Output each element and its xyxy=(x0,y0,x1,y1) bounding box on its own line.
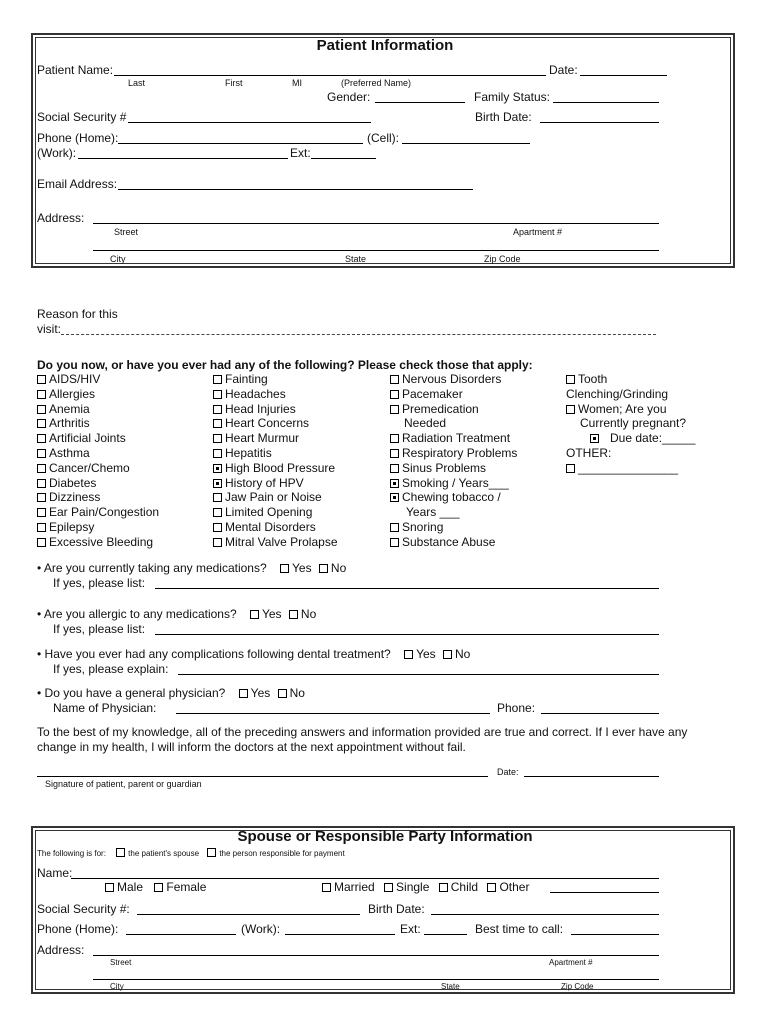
checkbox[interactable] xyxy=(390,434,399,443)
condition-item[interactable]: Ear Pain/Congestion xyxy=(37,505,159,520)
spouse-birth-field[interactable] xyxy=(431,914,659,915)
checkbox[interactable] xyxy=(213,464,222,473)
complications-question: • Have you ever had any complications following dental treatment? Yes No xyxy=(37,647,471,661)
checkbox[interactable] xyxy=(239,689,248,698)
ext-field[interactable] xyxy=(311,158,376,159)
checkbox[interactable] xyxy=(37,508,46,517)
condition-item[interactable]: Diabetes xyxy=(37,476,159,491)
checkbox[interactable] xyxy=(213,508,222,517)
patient-name-label: Patient Name: xyxy=(37,63,114,77)
condition-item[interactable]: Headaches xyxy=(213,387,338,402)
condition-item-continued: Currently pregnant? xyxy=(580,416,687,431)
signature-caption: Signature of patient, parent or guardian xyxy=(45,779,202,789)
condition-item[interactable]: Mental Disorders xyxy=(213,520,338,535)
medications-list-label: If yes, please list: xyxy=(53,576,146,590)
spouse-zip-caption: Zip Code xyxy=(561,982,594,991)
condition-item[interactable]: Heart Murmur xyxy=(213,431,338,446)
patient-name-field[interactable] xyxy=(114,75,546,76)
condition-item[interactable]: Mitral Valve Prolapse xyxy=(213,535,338,550)
checkbox[interactable] xyxy=(37,405,46,414)
spouse-title: Spouse or Responsible Party Information xyxy=(237,828,533,845)
conditions-heading: Do you now, or have you ever had any of the following? Please check those that apply: xyxy=(37,358,533,372)
checkbox[interactable] xyxy=(390,538,399,547)
checkbox[interactable] xyxy=(390,523,399,532)
checkbox[interactable] xyxy=(250,610,259,619)
phone-home-field[interactable] xyxy=(118,143,363,144)
complications-explain-field[interactable] xyxy=(178,674,659,675)
family-status-label: Family Status: xyxy=(474,90,551,104)
email-label: Email Address: xyxy=(37,177,118,191)
condition-item[interactable]: Artificial Joints xyxy=(37,431,159,446)
city-state-zip-field[interactable] xyxy=(93,250,659,251)
spouse-work-label: (Work): xyxy=(241,922,281,936)
checkbox[interactable] xyxy=(213,493,222,502)
checkbox[interactable] xyxy=(590,434,599,443)
best-time-field[interactable] xyxy=(571,934,659,935)
spouse-apartment-caption: Apartment # xyxy=(549,958,593,967)
allergic-question: • Are you allergic to any medications? Yes No xyxy=(37,607,317,621)
spouse-street-field[interactable] xyxy=(93,955,659,956)
allergic-no[interactable]: No xyxy=(289,607,316,621)
condition-item[interactable]: Jaw Pain or Noise xyxy=(213,490,338,505)
ext-label: Ext: xyxy=(290,146,311,160)
spouse-ssn-label: Social Security #: xyxy=(37,902,130,916)
physician-phone-label: Phone: xyxy=(497,701,536,715)
signature-date-label: Date: xyxy=(497,767,519,777)
condition-item[interactable]: Smoking / Years___ xyxy=(390,476,517,491)
checkbox[interactable] xyxy=(154,883,163,892)
work-field[interactable] xyxy=(78,158,288,159)
condition-item[interactable]: History of HPV xyxy=(213,476,338,491)
physician-phone-field[interactable] xyxy=(541,713,659,714)
checkbox[interactable] xyxy=(37,493,46,502)
physician-yes[interactable]: Yes xyxy=(239,686,271,700)
checkbox[interactable] xyxy=(319,564,328,573)
checkbox[interactable] xyxy=(37,538,46,547)
spouse-phone-home-field[interactable] xyxy=(126,934,236,935)
phone-home-label: Phone (Home): xyxy=(37,131,119,145)
conditions-col1 xyxy=(37,372,159,550)
checkbox[interactable] xyxy=(213,523,222,532)
work-label: (Work): xyxy=(37,146,77,160)
spouse-city-state-zip-field[interactable] xyxy=(93,979,659,980)
condition-item[interactable]: High Blood Pressure xyxy=(213,461,338,476)
checkbox[interactable] xyxy=(37,375,46,384)
attestation-line2: change in my health, I will inform the doctors at the next appointment without fail. xyxy=(37,740,466,754)
address-label: Address: xyxy=(37,211,85,225)
physician-no[interactable]: No xyxy=(278,686,305,700)
checkbox[interactable] xyxy=(213,405,222,414)
checkbox[interactable] xyxy=(105,883,114,892)
checkbox[interactable] xyxy=(443,650,452,659)
condition-item[interactable]: Heart Concerns xyxy=(213,416,338,431)
cell-field[interactable] xyxy=(402,143,530,144)
spouse-phone-home-label: Phone (Home): xyxy=(37,922,119,936)
checkbox[interactable] xyxy=(37,419,46,428)
checkbox[interactable] xyxy=(213,375,222,384)
checkbox[interactable] xyxy=(404,650,413,659)
condition-item[interactable]: Sinus Problems xyxy=(390,461,517,476)
checkbox[interactable] xyxy=(213,538,222,547)
medications-list-field[interactable] xyxy=(155,588,659,589)
checkbox[interactable] xyxy=(213,390,222,399)
reason-field[interactable] xyxy=(61,334,656,335)
patient-info-title: Patient Information xyxy=(316,37,454,54)
checkbox[interactable] xyxy=(213,419,222,428)
sub-first: First xyxy=(225,78,243,88)
spouse-city-caption: City xyxy=(110,982,124,991)
ssn-field[interactable] xyxy=(128,122,371,123)
date-field[interactable] xyxy=(580,75,667,76)
spouse-birth-label: Birth Date: xyxy=(368,902,425,916)
gender-options xyxy=(105,880,206,894)
state-caption: State xyxy=(345,254,367,264)
checkbox[interactable] xyxy=(384,883,393,892)
condition-item[interactable]: Respiratory Problems xyxy=(390,446,517,461)
checkbox[interactable] xyxy=(390,464,399,473)
due-date-item[interactable]: Due date:_____ xyxy=(566,431,695,446)
sub-last: Last xyxy=(128,78,146,88)
checkbox[interactable] xyxy=(566,464,575,473)
condition-item[interactable]: Radiation Treatment xyxy=(390,431,517,446)
condition-item[interactable]: Excessive Bleeding xyxy=(37,535,159,550)
condition-item[interactable]: Women; Are you xyxy=(566,402,695,417)
signature-date-field[interactable] xyxy=(524,776,659,777)
married-option[interactable]: Married xyxy=(322,880,375,894)
attestation-line1: To the best of my knowledge, all of the preceding answers and information provided are true and correct. If I ever have any xyxy=(37,725,688,739)
city-caption: City xyxy=(110,254,126,264)
checkbox[interactable] xyxy=(213,434,222,443)
checkbox[interactable] xyxy=(207,848,216,857)
checkbox[interactable] xyxy=(37,479,46,488)
condition-item[interactable]: Asthma xyxy=(37,446,159,461)
condition-item[interactable]: Tooth xyxy=(566,372,695,387)
complications-explain-label: If yes, please explain: xyxy=(53,662,169,676)
spouse-ssn-field[interactable] xyxy=(137,914,360,915)
gender-field[interactable] xyxy=(375,102,465,103)
option-spouse[interactable]: the patient's spouse xyxy=(116,849,199,858)
checkbox[interactable] xyxy=(390,375,399,384)
other-label: OTHER: xyxy=(566,445,612,460)
condition-item[interactable]: Arthritis xyxy=(37,416,159,431)
condition-item[interactable]: Epilepsy xyxy=(37,520,159,535)
family-status-field[interactable] xyxy=(553,102,659,103)
other-item[interactable]: _______________ xyxy=(566,461,695,476)
checkbox[interactable] xyxy=(390,390,399,399)
condition-item[interactable]: Dizziness xyxy=(37,490,159,505)
checkbox[interactable] xyxy=(289,610,298,619)
condition-item[interactable]: AIDS/HIV xyxy=(37,372,159,387)
single-option[interactable]: Single xyxy=(384,880,429,894)
gender-label: Gender: xyxy=(327,90,371,104)
spouse-address-label: Address: xyxy=(37,943,85,957)
checkbox[interactable] xyxy=(37,390,46,399)
checkbox[interactable] xyxy=(390,479,399,488)
checkbox[interactable] xyxy=(390,405,399,414)
medications-no[interactable]: No xyxy=(319,561,346,575)
condition-item[interactable]: Pacemaker xyxy=(390,387,517,402)
other-option[interactable]: Other xyxy=(487,880,529,894)
spouse-ext-field[interactable] xyxy=(424,934,467,935)
male-option[interactable]: Male xyxy=(105,880,143,894)
marital-options xyxy=(322,880,529,894)
reason-label-line1: Reason for this xyxy=(37,307,118,321)
checkbox[interactable] xyxy=(37,464,46,473)
best-time-label: Best time to call: xyxy=(475,922,564,936)
checkbox[interactable] xyxy=(37,523,46,532)
child-option[interactable]: Child xyxy=(439,880,478,894)
female-option[interactable]: Female xyxy=(154,880,206,894)
spouse-ext-label: Ext: xyxy=(400,922,421,936)
complications-no[interactable]: No xyxy=(443,647,470,661)
signature-field[interactable] xyxy=(37,776,488,777)
condition-item-continued: Clenching/Grinding xyxy=(566,386,669,401)
condition-item[interactable]: Premedication xyxy=(390,402,517,417)
checkbox[interactable] xyxy=(487,883,496,892)
ssn-label: Social Security # xyxy=(37,110,127,124)
sub-preferred: (Preferred Name) xyxy=(341,78,412,88)
condition-item[interactable]: Chewing tobacco / xyxy=(390,490,517,505)
condition-item[interactable]: Head Injuries xyxy=(213,402,338,417)
checkbox[interactable] xyxy=(390,493,399,502)
birth-date-field[interactable] xyxy=(540,122,659,123)
checkbox[interactable] xyxy=(322,883,331,892)
checkbox[interactable] xyxy=(37,449,46,458)
physician-question: • Do you have a general physician? Yes No xyxy=(37,686,305,700)
sub-mi: MI xyxy=(292,78,302,88)
condition-item[interactable]: Fainting xyxy=(213,372,338,387)
street-field[interactable] xyxy=(93,223,659,224)
conditions-col3 xyxy=(390,372,517,550)
condition-item[interactable]: Hepatitis xyxy=(213,446,338,461)
reason-label-line2: visit: xyxy=(37,322,61,336)
spouse-state-caption: State xyxy=(441,982,460,991)
option-responsible[interactable]: the person responsible for payment xyxy=(207,849,344,858)
complications-yes[interactable]: Yes xyxy=(404,647,436,661)
condition-item-continued: Needed xyxy=(404,416,447,431)
condition-item[interactable]: Snoring xyxy=(390,520,517,535)
allergic-list-field[interactable] xyxy=(155,634,659,635)
spouse-street-caption: Street xyxy=(110,958,132,967)
checkbox[interactable] xyxy=(213,449,222,458)
checkbox[interactable] xyxy=(280,564,289,573)
date-label: Date: xyxy=(549,63,578,77)
spouse-name-label: Name: xyxy=(37,866,73,880)
condition-item[interactable]: Cancer/Chemo xyxy=(37,461,159,476)
physician-name-label: Name of Physician: xyxy=(53,701,157,715)
other-field[interactable] xyxy=(550,892,659,893)
checkbox[interactable] xyxy=(278,689,287,698)
checkbox[interactable] xyxy=(566,405,575,414)
street-caption: Street xyxy=(114,227,139,237)
condition-item-continued: Years ___ xyxy=(406,505,460,520)
checkbox[interactable] xyxy=(116,848,125,857)
checkbox[interactable] xyxy=(37,434,46,443)
conditions-col2 xyxy=(213,372,338,550)
medications-question: • Are you currently taking any medications? Yes No xyxy=(37,561,347,575)
spouse-name-field[interactable] xyxy=(71,878,659,879)
zip-caption: Zip Code xyxy=(484,254,521,264)
checkbox[interactable] xyxy=(213,479,222,488)
condition-item[interactable]: Substance Abuse xyxy=(390,535,517,550)
birth-date-label: Birth Date: xyxy=(475,110,532,124)
cell-label: (Cell): xyxy=(367,131,399,145)
checkbox[interactable] xyxy=(566,375,575,384)
conditions-col4 xyxy=(566,372,695,476)
condition-item[interactable]: Allergies xyxy=(37,387,159,402)
apartment-caption: Apartment # xyxy=(513,227,563,237)
email-field[interactable] xyxy=(118,189,473,190)
condition-item[interactable]: Limited Opening xyxy=(213,505,338,520)
condition-item[interactable]: Anemia xyxy=(37,402,159,417)
allergic-yes[interactable]: Yes xyxy=(250,607,282,621)
medications-yes[interactable]: Yes xyxy=(280,561,312,575)
spouse-work-field[interactable] xyxy=(285,934,395,935)
checkbox[interactable] xyxy=(390,449,399,458)
checkbox[interactable] xyxy=(439,883,448,892)
following-for-row: The following is for: the patient's spouse the person responsible for payment xyxy=(37,849,345,858)
allergic-list-label: If yes, please list: xyxy=(53,622,146,636)
physician-name-field[interactable] xyxy=(176,713,490,714)
condition-item[interactable]: Nervous Disorders xyxy=(390,372,517,387)
